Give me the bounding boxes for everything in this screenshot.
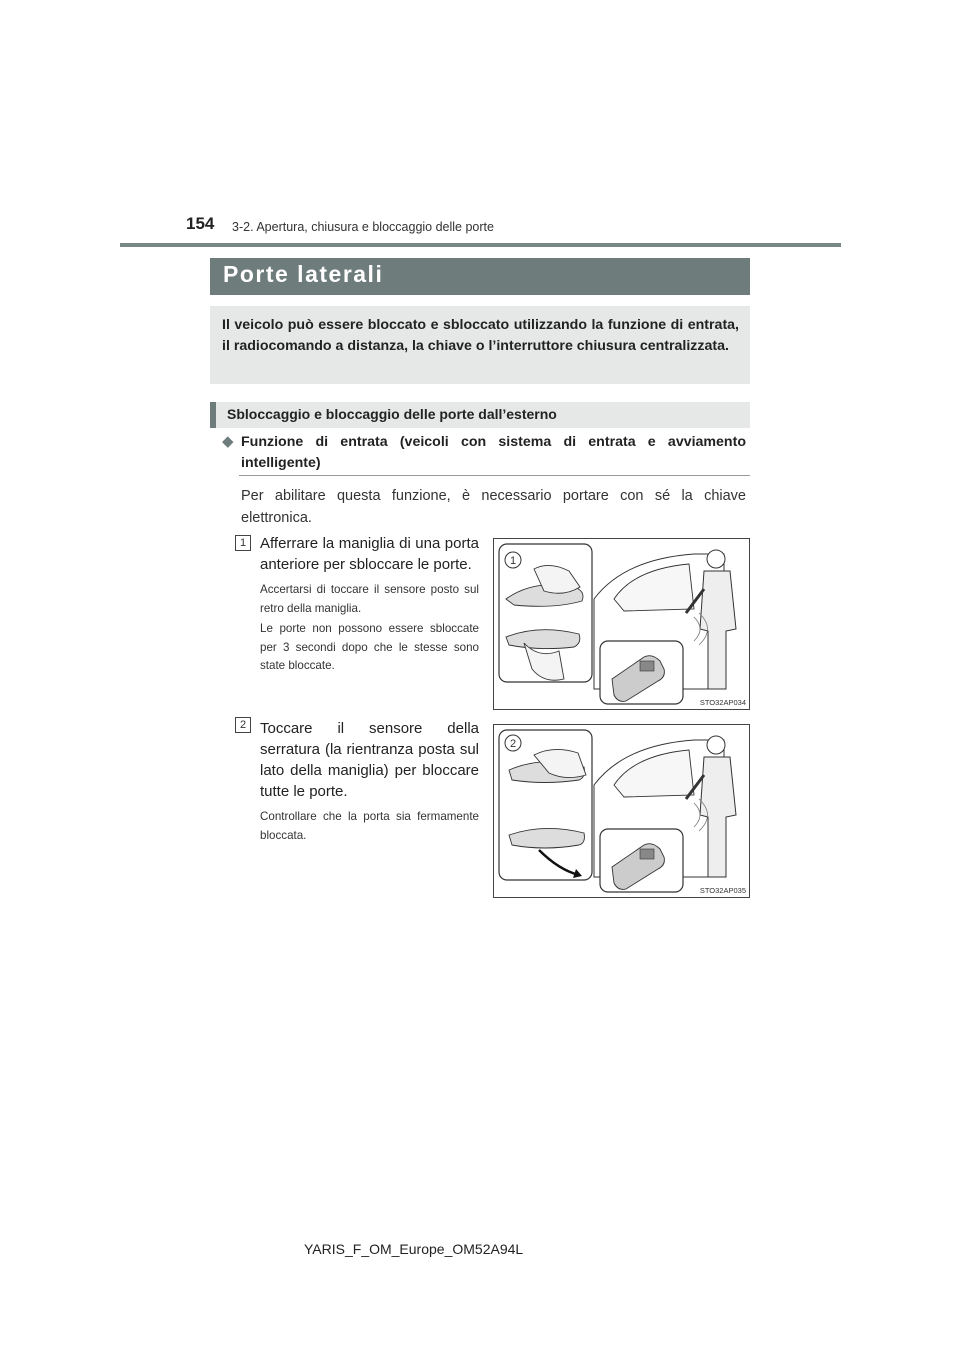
header-divider	[120, 243, 841, 247]
page-title: Porte laterali	[223, 261, 384, 287]
car-window	[614, 750, 694, 797]
intro-text: Il veicolo può essere bloccato e sbloccato utilizzando la funzione di entrata, il radiocomando a distanza, la chiave o l’interruttore chiusura centralizzata.	[222, 317, 739, 354]
step-note: Le porte non possono essere sbloccate per 3 secondi dopo che le stesse sono state bloccate.	[260, 622, 479, 672]
svg-text:2: 2	[509, 738, 517, 750]
svg-text:1: 1	[509, 555, 517, 567]
figure-code: STO32AP035	[699, 886, 746, 895]
diamond-bullet-icon: ◆	[222, 433, 234, 450]
section-breadcrumb: 3-2. Apertura, chiusura e bloccaggio delle porte	[232, 220, 494, 234]
unlock-illustration-svg	[494, 539, 749, 709]
page-number: 154	[186, 214, 215, 233]
person-body	[700, 571, 736, 689]
step-number-badge: 1	[235, 535, 251, 551]
feature-title: Funzione di entrata (veicoli con sistema di entrata e avviamento intelligente)	[241, 434, 746, 471]
feature-description: Per abilitare questa funzione, è necessario portare con sé la chiave elettronica.	[241, 488, 746, 526]
footer-document-id: YARIS_F_OM_Europe_OM52A94L	[304, 1241, 524, 1257]
step-note: Accertarsi di toccare il sensore posto sul retro della maniglia.	[260, 583, 479, 615]
step-instruction: Afferrare la maniglia di una porta anteriore per sbloccare le porte.	[260, 535, 479, 573]
door-handle-lower	[509, 828, 584, 848]
feature-divider	[239, 475, 750, 476]
illustration-lock	[493, 724, 750, 898]
figure-code: STO32AP034	[699, 698, 746, 707]
step-number-badge: 2	[235, 717, 251, 733]
step-note: Controllare che la porta sia fermamente bloccata.	[260, 810, 479, 842]
subsection-heading-bar	[210, 402, 750, 428]
intro-box	[210, 306, 750, 384]
car-window	[614, 564, 694, 611]
page-title-bar	[210, 258, 750, 295]
person-body	[700, 757, 736, 877]
step-instruction: Toccare il sensore della serratura (la rientranza posta sul lato della maniglia) per bloccare tutte le porte.	[260, 720, 479, 800]
subsection-heading: Sbloccaggio e bloccaggio delle porte dall’esterno	[227, 406, 557, 422]
person-head	[707, 736, 725, 754]
lock-illustration-svg	[494, 725, 749, 897]
illustration-unlock	[493, 538, 750, 710]
person-head	[707, 550, 725, 568]
